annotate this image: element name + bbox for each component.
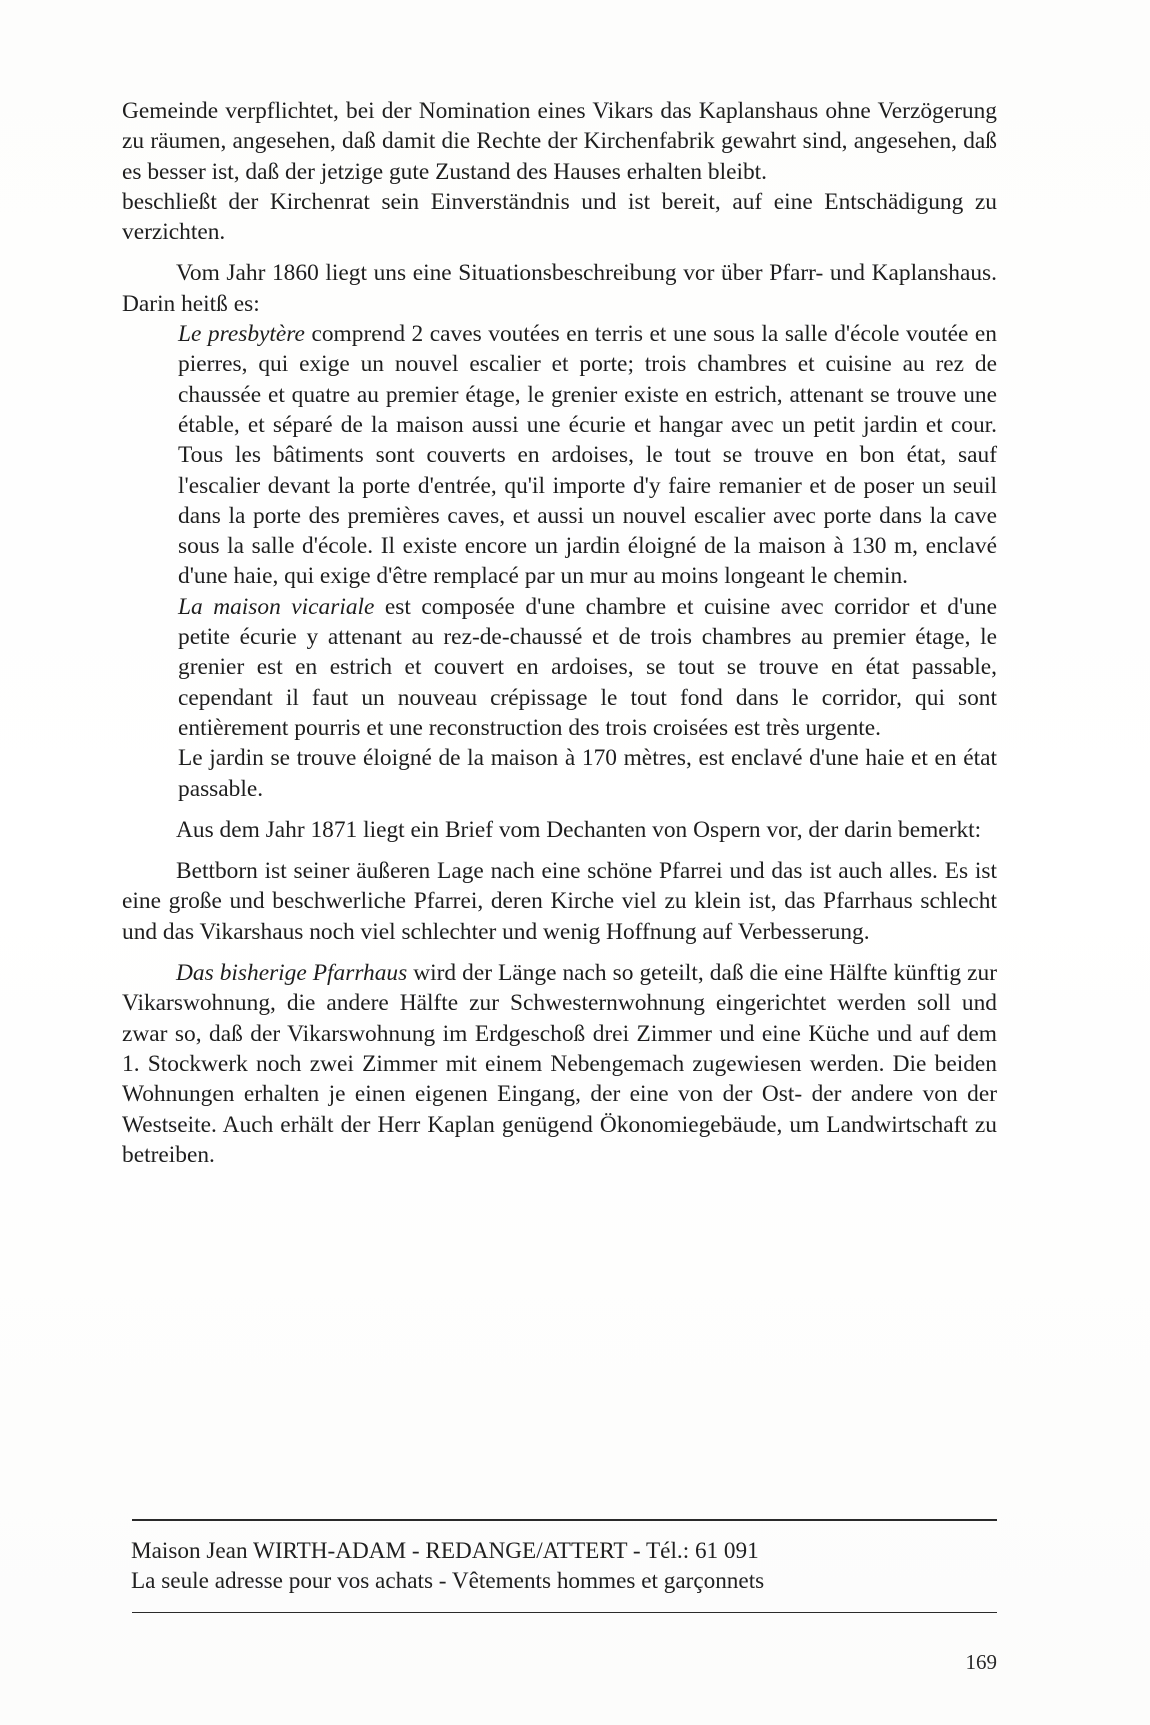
- pfarrhaus-text: wird der Länge nach so geteilt, daß die eine Hälfte künftig zur Vikarswohnung, die andere Hälfte zur Schwesternwohnung eingerichtet werden soll und zwar so, daß der Vikarswohnung im Erdgeschoß drei Zimmer und eine Küche und auf dem 1. Stockwerk noch zwei Zimmer mit einem Nebengemach zugewiesen werden. Die beiden Wohnungen erhalten je einen eigenen Eingang, der eine von der Ost- der andere von der Westseite. Auch erhält der Herr Kaplan genügend Ökonomiegebäude, um Landwirtschaft zu betreiben.: [122, 960, 997, 1168]
- paragraph-1860: Vom Jahr 1860 liegt uns eine Situationsbeschreibung vor über Pfarr- und Kaplanshaus. Darin heitß es:: [122, 260, 997, 317]
- advert-top-rule: [132, 1519, 997, 1521]
- paragraph-1871: Aus dem Jahr 1871 liegt ein Brief vom Dechanten von Ospern vor, der darin bemerkt:: [176, 816, 982, 843]
- paragraph-bettborn: Bettborn ist seiner äußeren Lage nach eine schöne Pfarrei und das ist auch alles. Es ist eine große und beschwerliche Pfarrei, deren Kirche viel zu klein ist, das Pfarrhaus schlecht und das Vikarshaus noch viel schlechter und wenig Hoffnung auf Verbesserung.: [122, 858, 997, 945]
- main-text: [122, 96, 997, 1170]
- quote-vicariale-text: est composée d'une chambre et cuisine avec corridor et d'une petite écurie y attenant au rez-de-chaussé et de trois chambres au premier étage, le grenier est en estrich et couvert en ardoises, se tout se trouve en état passable, cependant il faut un nouveau crépissage le tout fond dans le corridor, qui sont entièrement pourris et une reconstruction des trois croisées est très urgente.: [178, 593, 997, 741]
- paragraph-pfarrhaus: [122, 958, 997, 1170]
- advert-line-1: Maison Jean WIRTH-ADAM - REDANGE/ATTERT - Tél.: 61 091: [131, 1538, 759, 1564]
- quote-presbytere: [178, 319, 997, 592]
- advert-bottom-rule: [132, 1612, 997, 1613]
- quote-maison-vicariale: [178, 592, 997, 743]
- pfarrhaus-italic: Das bisherige Pfarrhaus: [176, 960, 408, 987]
- paragraph-gemeinde: Gemeinde verpflichtet, bei der Nomination eines Vikars das Kaplanshaus ohne Verzögerung zu räumen, angesehen, daß damit die Rechte der Kirchenfabrik gewahrt sind, angesehen, daß es besser ist, daß der jetzige gute Zustand des Hauses erhalten bleibt.: [122, 98, 997, 185]
- page-number: 169: [965, 1650, 997, 1674]
- advert-line-2: La seule adresse pour vos achats - Vêtements hommes et garçonnets: [131, 1568, 765, 1594]
- quote-vicariale-italic: La maison vicariale: [178, 593, 375, 620]
- advertisement: [131, 1536, 997, 1596]
- quote-presbytere-text: comprend 2 caves voutées en terris et une sous la salle d'école voutée en pierres, qui exige un nouvel escalier et porte; trois chambres et cuisine au rez de chaussée et quatre au premier étage, le grenier existe en estrich, attenant se trouve une étable, et séparé de la maison aussi une écurie et hangar avec un petit jardin et cour. Tous les bâtiments sont couverts en ardoises, le tout se trouve en bon état, sauf l'escalier devant la porte d'entrée, qu'il importe d'y faire remanier et de poser un seuil dans la porte des premières caves, et aussi un nouvel escalier avec porte dans la cave sous la salle d'école. Il existe encore un jardin éloigné de la maison à 130 m, enclavé d'une haie, qui exige d'être remplacé par un mur au moins longeant le chemin.: [178, 321, 997, 590]
- quote-presbytere-italic: Le presbytère: [178, 321, 305, 348]
- paragraph-kirchenrat: beschließt der Kirchenrat sein Einverständnis und ist bereit, auf eine Entschädigung zu verzichten.: [122, 188, 997, 246]
- quote-jardin: Le jardin se trouve éloigné de la maison à 170 mètres, est enclavé d'une haie et en état passable.: [178, 745, 997, 802]
